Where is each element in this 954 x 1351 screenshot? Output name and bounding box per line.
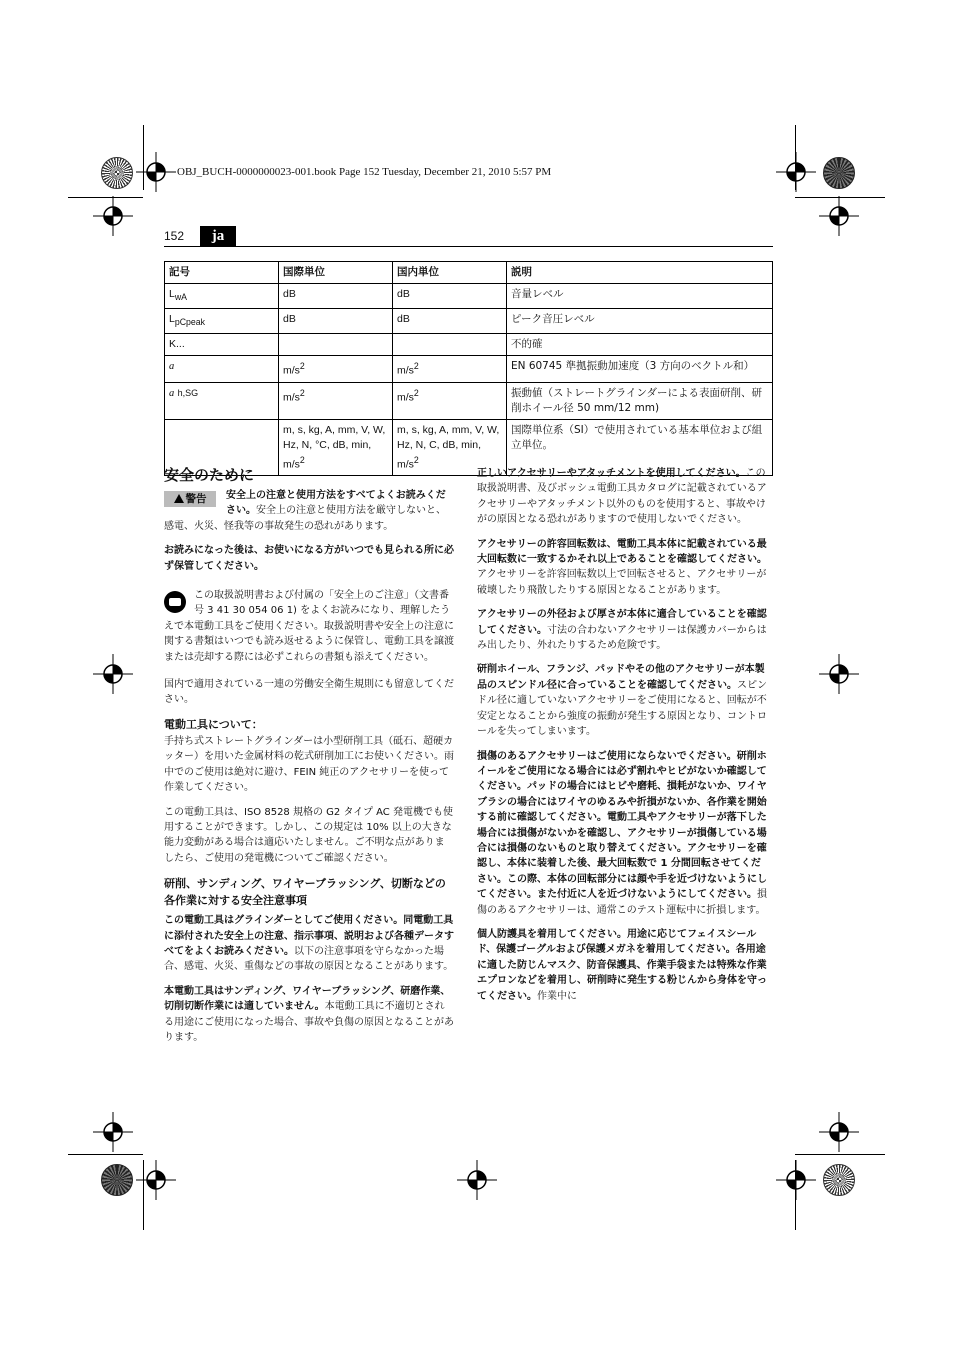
column-header: 国際単位 (279, 262, 393, 284)
color-rosette-icon (101, 157, 133, 189)
description-cell: ピーク音圧レベル (507, 309, 773, 334)
body-text: 作業中に (537, 990, 577, 1002)
table-row (165, 284, 773, 309)
accessory-paragraph-4 (477, 662, 767, 739)
bold-text: 個人防護具を着用してください。用途に応じてフェイスシールド、保護ゴーグルおよび保護メガネを着用してください。各用途に適した防じんマスク、防音保護具、作業手袋または特殊な作業エプロンなどを着用し、研削時に発生する粉じんから身体を守ってください。 (477, 928, 767, 1002)
operations-paragraph-2 (164, 984, 454, 1046)
domestic-unit-cell: dB (393, 284, 507, 309)
symbol: L (169, 313, 175, 326)
crop-line (795, 197, 885, 198)
intl-unit-cell: dB (279, 284, 393, 309)
table-row (165, 309, 773, 334)
description-cell: 振動値（ストレートグラインダーによる表面研削、研削ホイール径 50 mm/12 mm) (507, 382, 773, 419)
crop-line (143, 1160, 144, 1230)
description-cell: 不的確 (507, 334, 773, 356)
crop-line (795, 1160, 796, 1230)
crop-line (143, 125, 144, 190)
symbol-cell: a (165, 356, 279, 383)
column-header: 国内単位 (393, 262, 507, 284)
crosshair-icon (819, 196, 859, 236)
symbol-cell: K... (165, 334, 279, 356)
read-manual-icon (164, 591, 186, 613)
symbol-subscript: wA (174, 292, 187, 303)
column-header: 説明 (507, 262, 773, 284)
column-header: 記号 (165, 262, 279, 284)
crosshair-icon (93, 654, 133, 694)
description-cell: 国際単位系（SI）で使用されている基本単位および組立単位。 (507, 419, 773, 476)
crosshair-icon (136, 1160, 176, 1200)
read-manual-text: この取扱説明書および付属の「安全上のご注意」（文書番号 3 41 30 054 06 1) をよくお読みになり、理解したうえで本電動工具をご使用ください。取扱説明書や安全上の注意に関する書類はいつでも読み返せるように保管し、電動工具を譲渡または売却する際には必ずこれらの書類も添えてください。 (164, 590, 454, 663)
intl-unit-cell (279, 356, 393, 383)
description-cell: EN 60745 準拠振動加速度（3 方向のベクトル和） (507, 356, 773, 383)
body-text: スピンドル径に適していないアクセサリーをご使用になると、回転が不安定となることから強度の振動が発生する原因となり、コントロールを失ってしまいます。 (477, 679, 767, 738)
unit: m/s (283, 391, 300, 404)
accessory-paragraph-2 (477, 537, 767, 599)
unit-superscript: 2 (413, 454, 419, 465)
description-cell: 音量レベル (507, 284, 773, 309)
accessory-paragraph-1 (477, 466, 767, 528)
symbol-cell (165, 284, 279, 309)
unit-superscript: 2 (299, 454, 305, 465)
table-header-row (165, 262, 773, 284)
body-text: 以下の注意事項を守らなかった場合、感電、火災、重傷などの事故の原因となることがあります。 (164, 945, 454, 973)
symbol: a (169, 387, 175, 399)
domestic-unit-cell (393, 334, 507, 356)
domestic-unit-cell (393, 356, 507, 383)
page-number: 152 (164, 229, 185, 243)
about-paragraph-2: この電動工具は、ISO 8528 規格の G2 タイプ AC 発電機でも使用することができます。しかし、この規定は 10% 以上の大きな能力変動がある場合は適応いたしません。ご不明な点がありましたら、ご使用の発電機についてご確認ください。 (164, 806, 453, 864)
section-title: 安全のために (164, 466, 255, 484)
domestic-unit-cell: dB (393, 309, 507, 334)
unit: m, s, kg, A, mm, V, W, Hz, N, °C, dB, min, m/s (283, 423, 386, 471)
body-text: 本電動工具に不適切とされる用途にご使用になった場合、事故や負傷の原因となることがあります。 (164, 1001, 454, 1043)
crop-line (68, 197, 143, 198)
color-rosette-icon (823, 157, 855, 189)
keep-notice: お読みになった後は、お使いになる方がいつでも見られる所に必ず保管してください。 (164, 545, 454, 572)
warning-badge (164, 491, 216, 507)
bold-text: 損傷のあるアクセサリーはご使用にならないでください。研削ホイールをご使用になる場合には必ず割れやヒビがないか確認してください。パッドの場合にはヒビや磨耗、損耗がないか、ワイヤブラシの場合にはワイヤのゆるみや折損がないか、各作業を開始する前に確認してください。電動工具やアクセサリーが落下した場合には損傷がないかを確認し、アクセサリーが損傷している場合には損傷のないものと取り替えてください。アクセサリーを確認し、本体に装着した後、最大回転数で 1 分間回転させてください。この際、本体の回転部分には顔や手を近づけないようにしてください。また付近に人を近づけないようにしてください。 (477, 750, 767, 901)
unit: m/s (397, 364, 414, 377)
accessory-paragraph-5 (477, 749, 767, 918)
intl-unit-cell: dB (279, 309, 393, 334)
crop-line (795, 125, 796, 190)
symbol-subscript: pCpeak (174, 317, 206, 328)
intl-unit-cell (279, 334, 393, 356)
crosshair-icon (819, 1112, 859, 1152)
table-row (165, 334, 773, 356)
units-table (164, 261, 773, 476)
unit: m/s (283, 364, 300, 377)
table-row (165, 382, 773, 419)
bold-text: アクセサリーの外径および厚さが本体に適合していることを確認してください。 (477, 609, 767, 636)
bold-text: 正しいアクセサリーやアタッチメントを使用してください。 (477, 468, 746, 479)
bold-text: アクセサリーの許容回転数は、電動工具本体に記載されている最大回転数に一致するかそれ以上であることを確認してください。 (477, 538, 767, 566)
warning-triangle-icon (174, 494, 184, 503)
body-text: 損傷のあるアクセサリーは、通常このテスト運転中に折損します。 (477, 889, 767, 916)
symbol-subscript: h,SG (177, 387, 199, 398)
warning-bold-text: 安全上の注意と使用方法をすべてよくお読みください。 (226, 490, 446, 517)
bold-text: 本電動工具はサンディング、ワイヤーブラッシング、研磨作業、切削切断作業には適していません。 (164, 985, 451, 1013)
crosshair-icon (136, 152, 176, 192)
left-column (164, 466, 454, 1054)
unit: m, s, kg, A, mm, V, W, Hz, N, C, dB, min, m/s (397, 423, 500, 471)
color-rosette-icon (101, 1164, 133, 1196)
operations-paragraph-1 (164, 913, 454, 975)
table-row (165, 356, 773, 383)
domestic-unit-cell (393, 382, 507, 419)
body-text: この取扱説明書、及びボッシュ電動工具カタログに記載されているアクセサリーやアタッチメント以外のものを使用すると、事故やけがの原因となる恐れがありますので使用しないでください。 (477, 468, 767, 526)
symbol: L (169, 288, 175, 300)
unit: m/s (397, 391, 414, 404)
domestic-rules: 国内で適用されている一連の労働安全衛生規則にも留意してください。 (164, 679, 454, 706)
symbol-cell (165, 309, 279, 334)
accessory-paragraph-6 (477, 927, 767, 1004)
unit-superscript: 2 (299, 361, 305, 372)
intl-unit-cell (279, 382, 393, 419)
warning-paragraph (164, 488, 454, 534)
unit-superscript: 2 (413, 387, 419, 398)
warning-label: 警告 (185, 493, 207, 505)
header-rule (164, 246, 773, 247)
symbol-cell (165, 382, 279, 419)
language-tab: ja (200, 226, 236, 246)
crosshair-icon (776, 152, 816, 192)
crosshair-icon (93, 196, 133, 236)
crop-line (68, 1154, 143, 1155)
bold-text: 研削ホイール、フランジ、パッドやその他のアクセサリーが本製品のスピンドル径に合っていることを確認してください。 (477, 664, 765, 691)
accessory-paragraph-3 (477, 607, 767, 653)
color-rosette-icon (823, 1164, 855, 1196)
unit-superscript: 2 (413, 361, 419, 372)
crosshair-icon (819, 654, 859, 694)
crosshair-icon (457, 1160, 497, 1200)
right-column (477, 466, 767, 1013)
operations-title: 研削、サンディング、ワイヤーブラッシング、切断などの各作業に対する安全注意事項 (164, 877, 446, 908)
crop-line (795, 1154, 885, 1155)
file-info: OBJ_BUCH-0000000023-001.book Page 152 Tuesday, December 21, 2010 5:57 PM (177, 166, 552, 178)
warning-text: 安全上の注意と使用方法を厳守しないと、感電、火災、怪我等の事故発生の恐れがあります。 (164, 505, 446, 532)
body-text: アクセサリーを許容回転数以上で回転させると、アクセサリーが破壊したり飛散したりする原因となることがあります。 (477, 569, 767, 596)
crosshair-icon (776, 1160, 816, 1200)
about-paragraph-1: 手持ち式ストレートグラインダーは小型研削工具（砥石、超硬カッター）を用いた金属材料の乾式研削加工にお使いください。雨中でのご使用は絶対に避け、FEIN 純正のアクセサリーを使って作業してください。 (164, 735, 454, 794)
bold-text: この電動工具はグラインダーとしてご使用ください。同電動工具に添付された安全上の注意、指示事項、説明および各種データすべてをよくお読みください。 (164, 915, 454, 957)
crosshair-icon (93, 1112, 133, 1152)
read-manual-paragraph (164, 588, 454, 665)
about-title: 電動工具について： (164, 717, 263, 731)
unit-superscript: 2 (299, 387, 305, 398)
body-text: 寸法の合わないアクセサリーは保護カバーからはみ出したり、外れたりするため危険です。 (477, 624, 767, 652)
